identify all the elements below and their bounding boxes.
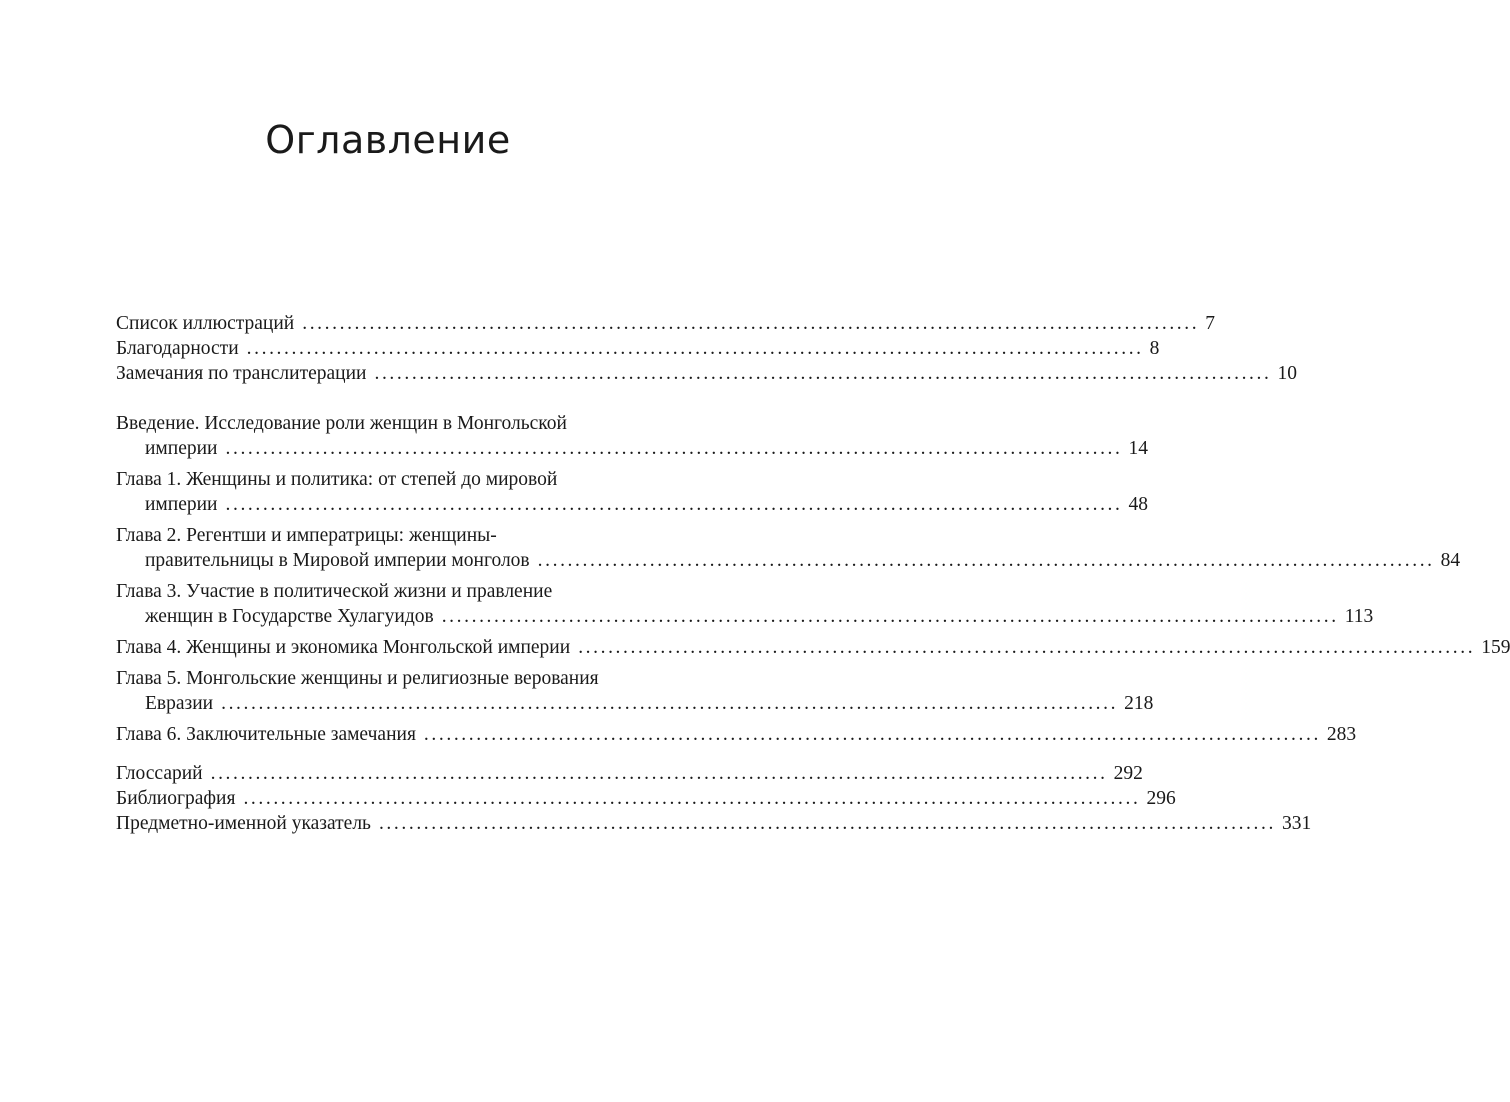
toc-page-number: 84 — [1440, 550, 1461, 571]
toc-entry-title-line: Введение. Исследование роли женщин в Монгольской — [116, 413, 567, 434]
toc-entry[interactable] — [116, 811, 1312, 836]
toc-entry-label: Предметно-именной указатель — [116, 813, 371, 834]
toc-page-number: 7 — [1205, 313, 1215, 334]
page-title: Оглавление — [265, 118, 511, 162]
toc-entry-title-continuation: Евразии — [145, 693, 214, 714]
toc-entry-label: Глоссарий — [116, 763, 203, 784]
dot-leader: ........................................................................................................................ — [441, 606, 1339, 627]
toc-entry-title-line: Глава 1. Женщины и политика: от степей до мировой — [116, 469, 558, 490]
toc-entry[interactable] — [116, 523, 1461, 573]
toc-entry[interactable] — [116, 635, 1510, 660]
toc-entry[interactable] — [116, 336, 1160, 361]
toc-page-number: 296 — [1146, 788, 1176, 809]
toc-entry[interactable] — [116, 579, 1374, 629]
dot-leader: ........................................................................................................................ — [423, 724, 1321, 745]
toc-page-number: 331 — [1281, 813, 1312, 834]
toc-entry[interactable] — [116, 411, 1148, 461]
dot-leader: ........................................................................................................................ — [302, 313, 1200, 334]
toc-entry-label: Библиография — [116, 788, 236, 809]
toc-page-number: 8 — [1149, 338, 1160, 359]
toc-entry-title-continuation: империи — [145, 494, 218, 515]
toc-front-matter — [116, 311, 1297, 386]
toc-page-number: 113 — [1344, 606, 1374, 627]
dot-leader: ........................................................................................................................ — [578, 637, 1476, 658]
toc-entry-label: Глава 6. Заключительные замечания — [116, 724, 416, 745]
toc-back-matter — [116, 761, 1312, 836]
toc-entry-title-continuation: женщин в Государстве Хулагуидов — [145, 606, 434, 627]
dot-leader: ........................................................................................................................ — [537, 550, 1435, 571]
dot-leader: ........................................................................................................................ — [243, 788, 1141, 809]
toc-entry-label: Замечания по транслитерации — [116, 363, 367, 384]
toc-entry[interactable] — [116, 786, 1176, 811]
toc-entry[interactable] — [116, 666, 1154, 716]
toc-page-number: 218 — [1124, 693, 1154, 714]
dot-leader: ........................................................................................................................ — [225, 438, 1123, 459]
toc-entry-title-line: Глава 3. Участие в политической жизни и правление — [116, 581, 553, 602]
dot-leader: ........................................................................................................................ — [378, 813, 1276, 834]
toc-entry[interactable] — [116, 361, 1297, 386]
toc-entry[interactable] — [116, 467, 1148, 517]
toc-page-number: 14 — [1128, 438, 1148, 459]
toc-page-number: 283 — [1326, 724, 1357, 745]
toc-page-number: 292 — [1113, 763, 1143, 784]
toc-page-number: 48 — [1128, 494, 1148, 515]
toc-entry-title-continuation: империи — [145, 438, 218, 459]
toc-entry[interactable] — [116, 761, 1143, 786]
dot-leader: ........................................................................................................................ — [246, 338, 1144, 359]
toc-chapters — [116, 411, 1510, 753]
dot-leader: ........................................................................................................................ — [225, 494, 1123, 515]
dot-leader: ........................................................................................................................ — [221, 693, 1119, 714]
toc-entry[interactable] — [116, 311, 1215, 336]
toc-entry-label: Глава 4. Женщины и экономика Монгольской империи — [116, 637, 571, 658]
toc-page-number: 159 — [1481, 637, 1510, 658]
dot-leader: ........................................................................................................................ — [210, 763, 1108, 784]
toc-entry[interactable] — [116, 722, 1357, 747]
toc-page-number: 10 — [1277, 363, 1297, 384]
toc-entry-title-line: Глава 2. Регентши и императрицы: женщины- — [116, 525, 497, 546]
toc-entry-label: Благодарности — [116, 338, 239, 359]
toc-entry-label: Список иллюстраций — [116, 313, 295, 334]
toc-entry-title-line: Глава 5. Монгольские женщины и религиозные верования — [116, 668, 599, 689]
dot-leader: ........................................................................................................................ — [374, 363, 1272, 384]
toc-entry-title-continuation: правительницы в Мировой империи монголов — [145, 550, 530, 571]
